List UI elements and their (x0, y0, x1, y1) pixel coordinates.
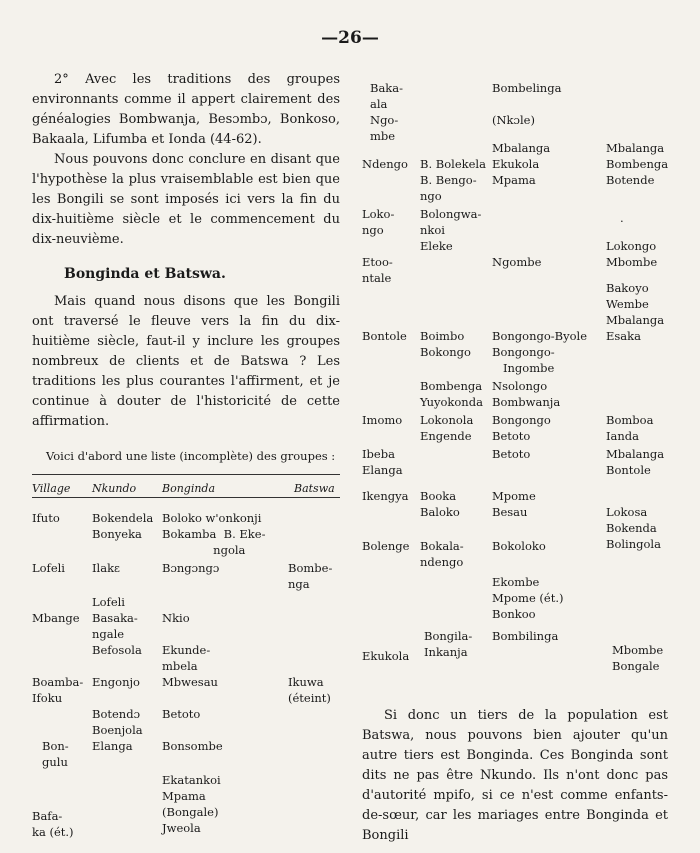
table-cell: Bongila- Inkanja (424, 629, 473, 659)
table-cell: Mbalanga Bombenga Botende (606, 141, 669, 187)
table-cell: Bon- gulu (42, 739, 69, 769)
table-cell: Elanga (92, 739, 133, 753)
table-cell: Nkio Ekunde- mbela (162, 611, 211, 673)
header-batswa: Batswa (294, 482, 335, 495)
table-cell: Bongongo Betoto (492, 413, 551, 443)
table-cell: Bokoloko (492, 539, 546, 553)
left-village-table (32, 498, 340, 838)
header-village: Village (32, 482, 71, 495)
table-cell: Bolongwa- nkoi Eleke (420, 207, 482, 253)
table-cell: Lokongo Mbombe (606, 239, 658, 269)
table-cell: Bomboa Ianda (606, 413, 654, 443)
table-cell: Boamba- Ifoku (32, 675, 84, 705)
table-cell: Imomo (362, 413, 403, 427)
table-cell: Mbombe Bongale (612, 643, 664, 673)
table-cell: Bonsombe (162, 739, 223, 753)
right-village-table (362, 66, 680, 696)
table-cell: Bombilinga (492, 629, 559, 643)
table-cell: Nsolongo Bombwanja (492, 379, 561, 409)
table-cell: Ilakɛ (92, 561, 121, 575)
table-cell: Bakoyo Wembe Mbalanga (606, 281, 665, 327)
paragraph-2: Nous pouvons donc conclure en disant que l'hypothèse la plus vraisemblable est bien que les Bongili se sont imposés ici vers la fin du dix-huitième siècle et le commencement du dix-neuvième. (32, 152, 340, 247)
table-cell: Bombe- nga (288, 561, 333, 591)
table-cell: Ibeba Elanga (362, 447, 403, 477)
list-intro: Voici d'abord une liste (incomplète) des groupes : (46, 449, 336, 463)
table-cell: Esaka (606, 329, 641, 343)
table-cell: Booka Baloko (420, 489, 460, 519)
table-cell: Ekatankoi Mpama (Bongale) (162, 773, 221, 819)
table-cell: Bolenge (362, 539, 410, 553)
table-cell: Mbalanga Bontole (606, 447, 665, 477)
paragraph-1: 2° Avec les traditions des groupes environnants comme il appert clairement des généalogies Bombwanja, Besɔmbɔ, Bonkoso, Bakaala, Lifumba et Ionda (44-62). (32, 72, 340, 147)
table-cell: Ikuwa (éteint) (288, 675, 331, 705)
table-cell: Lofeli Basaka- ngale Befosola (92, 595, 142, 657)
right-column (362, 66, 680, 696)
table-cell: Lokonola Engende (420, 413, 474, 443)
paragraph-3: Mais quand nous disons que les Bongili ont traversé le fleuve vers la fin du dix-huitième siècle, faut-il y inclure les groupes nombreux de clients et de Batswa ? Les traditions les plus courantes l'affirment, et je continue à douter de l'historicité de cette affirmation. (32, 294, 340, 429)
table-cell: B. Bolekela B. Bengo- ngo (420, 157, 486, 203)
table-cell: Boimbo Bokongo (420, 329, 471, 359)
table-cell: Bafa- ka (ét.) (32, 809, 74, 839)
table-cell: Ikengya (362, 489, 409, 503)
table-cell: Jweola (162, 821, 201, 835)
paragraph-final: Si donc un tiers de la population est Batswa, nous pouvons bien ajouter qu'un autre tiers est Bonginda. Ces Bonginda sont dits ne pas être Nkundo. Ils n'ont donc pas d'autorité mpifo, si ce n'est comme enfants-de-sœur, car les mariages entre Bonginda et Bongili (362, 708, 668, 843)
table-cell: Baka- ala Ngo- mbe (370, 81, 404, 143)
section-heading: Bonginda et Batswa. (64, 266, 226, 282)
header-bonginda: Bonginda (162, 482, 216, 495)
header-nkundo: Nkundo (92, 482, 137, 495)
table-cell: Loko- ngo (362, 207, 395, 237)
left-column (32, 66, 340, 838)
table-cell: Bombenga Yuyokonda (420, 379, 483, 409)
table-cell: Engonjo Botendɔ Boenjola (92, 675, 143, 737)
table-cell: Betoto (492, 447, 531, 461)
table-cell: Mbange (32, 611, 80, 625)
table-cell: Bongongo-Byole Bongongo- Ingombe (492, 329, 587, 375)
table-cell: Lokosa Bokenda Bolingola (606, 505, 661, 551)
page-number: —26— (321, 28, 379, 48)
table-cell: Bokendela Bonyeka (92, 511, 154, 541)
table-cell: Mpome Besau (492, 489, 536, 519)
table-cell: Ekukola (362, 649, 410, 663)
table-cell: Bombelinga (Nkɔle) (492, 81, 562, 127)
table-cell: Ndengo (362, 157, 408, 171)
table-cell: Lofeli (32, 561, 65, 575)
table-cell: Etoo- ntale (362, 255, 393, 285)
table-cell: Bontole (362, 329, 407, 343)
table-header (32, 475, 340, 497)
table-cell: Ifuto (32, 511, 60, 525)
table-cell: Ngombe (492, 255, 542, 269)
table-cell: Bokala- ndengo (420, 539, 464, 569)
table-cell: . (620, 211, 624, 225)
table-cell: Mbalanga Ekukola Mpama (492, 141, 551, 187)
table-cell: Boloko w'onkonji Bokamba B. Eke- ngola (162, 511, 266, 557)
table-cell: Mbwesau Betoto (162, 675, 218, 721)
table-cell: Bɔngɔngɔ (162, 561, 220, 575)
table-cell: Ekombe Mpome (ét.) Bonkoo (492, 575, 564, 621)
